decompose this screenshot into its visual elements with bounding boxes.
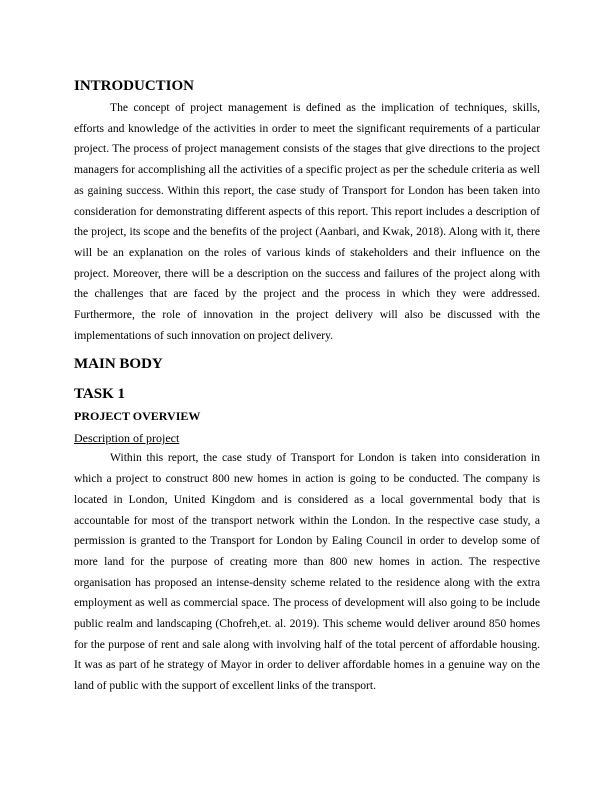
page-content <box>74 76 540 697</box>
main-body-heading: MAIN BODY <box>74 356 163 373</box>
description-paragraph: Within this report, the case study of Transport for London is taken into consideration in which a project to construct 800 new homes in action is going to be conducted. The company is located in London, United Kingdom and is considered as a local governmental body that is accountable for most of the transport network within the London. In the respective case study, a permission is granted to the Transport for London by Ealing Council in order to develop some of more land for the purpose of creating more than 800 new homes in action. The respective organisation has proposed an intense-density scheme related to the residence along with the extra employment as well as commercial space. The process of development will also going to be include public realm and landscaping (Chofreh,et. al. 2019). This scheme would deliver around 850 homes for the purpose of rent and sale along with involving half of the total percent of affordable housing. It was as part of he strategy of Mayor in order to deliver affordable homes in a genuine way on the land of public with the support of excellent links of the transport. <box>74 451 540 693</box>
task-1-heading: TASK 1 <box>74 386 125 403</box>
description-of-project-heading: Description of project <box>74 431 180 446</box>
introduction-heading: INTRODUCTION <box>74 78 195 94</box>
introduction-paragraph: The concept of project management is defined as the implication of techniques, skills, efforts and knowledge of the activities in order to meet the significant requirements of a particular project. The process of project management consists of the stages that give directions to the project managers for accomplishing all the activities of a specific project as per the schedule criteria as well as gaining success. Within this report, the case study of Transport for London has been taken into consideration for demonstrating different aspects of this report. This report includes a description of the project, its scope and the benefits of the project (Aanbari, and Kwak, 2018). Along with it, there will be an explanation on the roles of various kinds of stakeholders and their influence on the project. Moreover, there will be a description on the success and failures of the project along with the challenges that are faced by the project and the process in which they were addressed. Furthermore, the role of innovation in the project delivery will also be discussed with the implementations of such innovation on project delivery. <box>74 101 540 342</box>
project-overview-heading: PROJECT OVERVIEW <box>74 409 201 424</box>
